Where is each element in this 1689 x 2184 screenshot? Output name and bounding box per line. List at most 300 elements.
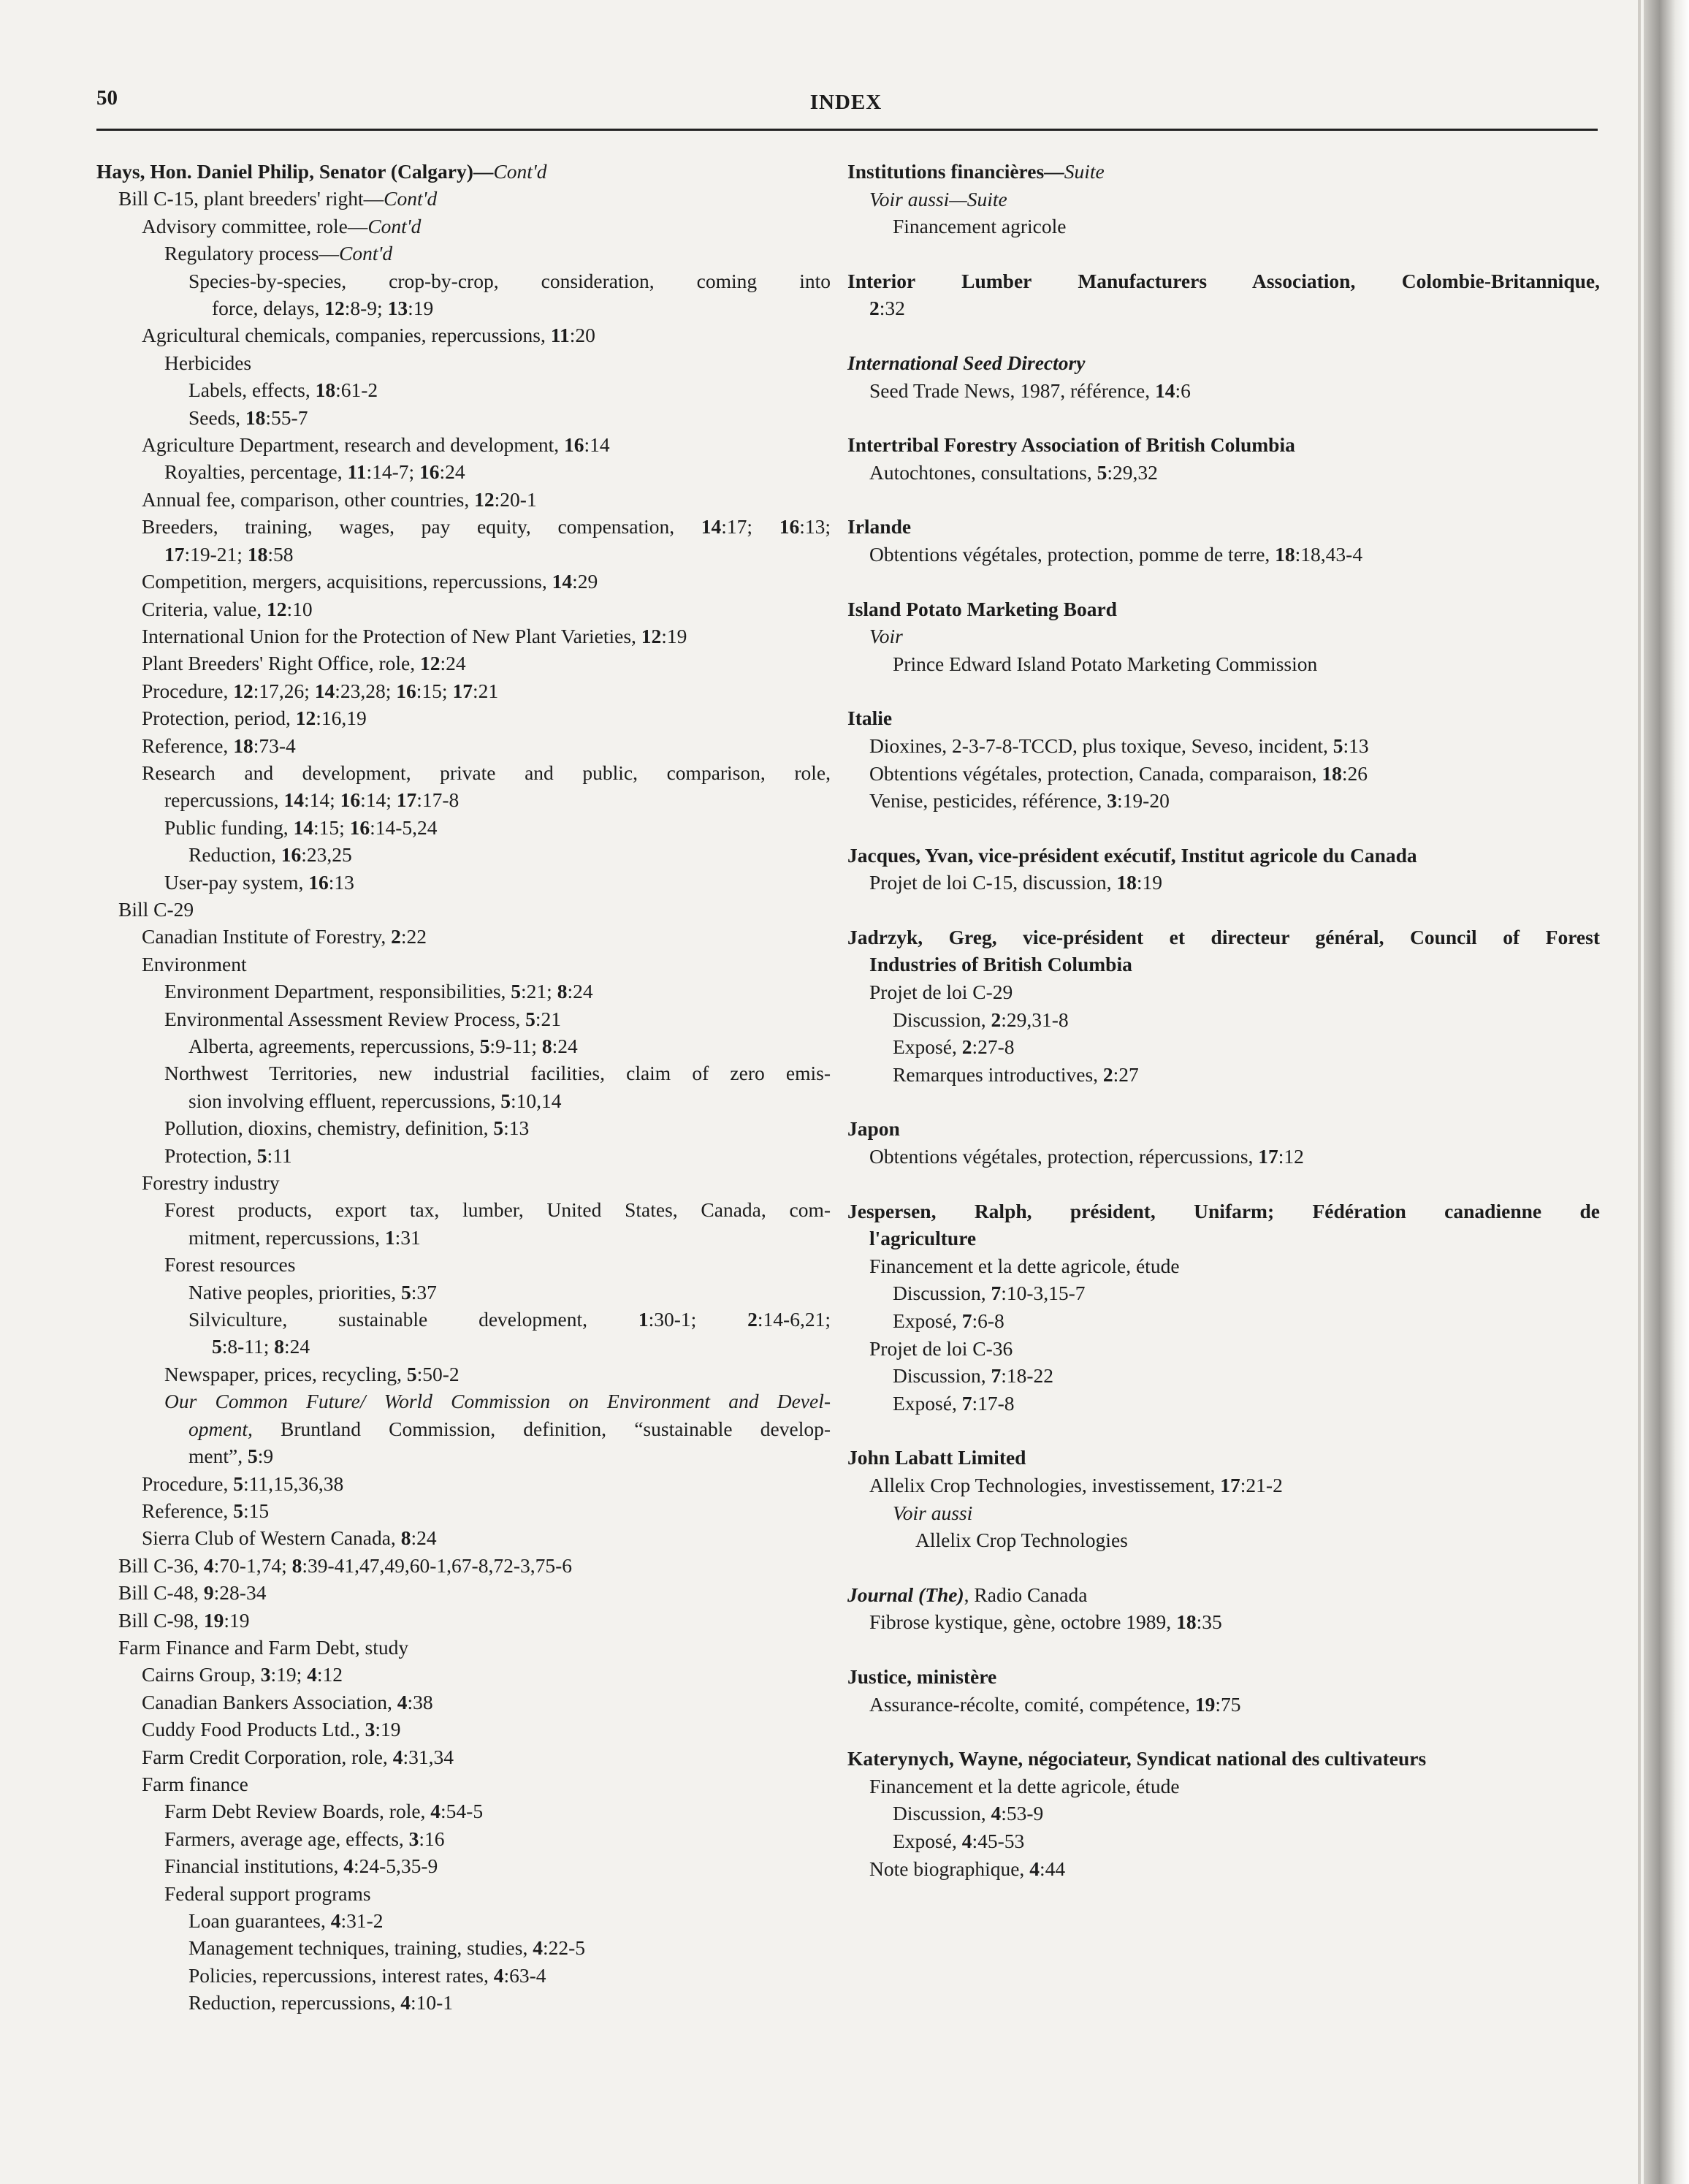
entry-text: :14 [584,433,610,457]
issue-number: 7 [991,1364,1002,1388]
italic-text: Journal (The) [847,1583,964,1606]
index-subentry [96,1415,831,1442]
entry-text: Exposé, [893,1829,962,1852]
entry-text: Exposé, [893,1035,962,1059]
entry-text: :19; [270,1663,308,1686]
entry-text: Seeds, [188,406,245,429]
index-heading [847,513,1600,541]
index-subentry [847,951,1600,978]
issue-number: 12 [474,487,495,511]
issue-number: 9 [203,1581,214,1605]
issue-number: 4 [203,1553,214,1577]
index-subentry [96,458,831,485]
issue-number: 19 [203,1608,224,1632]
entry-text: :6 [1175,378,1191,402]
entry-spacer [847,1554,1600,1581]
index-subentry [96,1005,831,1032]
entry-text: :55-7 [265,406,308,429]
entry-text: :61-2 [335,378,378,402]
index-subentry [96,404,831,431]
entry-text: Newspaper, prices, recycling, [164,1362,407,1385]
italic-text: International Seed Directory [847,351,1086,374]
entry-text: Herbicides [164,351,252,374]
index-subentry [847,1390,1600,1418]
issue-number: 14 [283,788,304,812]
entry-text: :45-53 [972,1829,1025,1852]
entry-text: :12 [1278,1145,1304,1168]
entry-spacer [847,1171,1600,1198]
issue-number: 4 [397,1690,408,1713]
issue-number: 18 [233,734,253,757]
index-subentry [96,185,831,212]
entry-text: :23,28; [335,679,397,702]
issue-number: Institutions financières— [847,160,1064,183]
issue-number: 4 [961,1829,972,1852]
index-subentry [96,1442,831,1469]
header-rule [96,129,1598,131]
entry-text: Bill C-98, [118,1608,204,1632]
entry-text: :13 [1343,734,1369,757]
issue-number: 4 [330,1909,341,1932]
italic-text: Voir aussi [893,1501,973,1524]
index-subentry [96,1962,831,1989]
index-subentry [96,486,831,513]
entry-text: force, delays, [212,297,325,320]
entry-text: :21 [472,679,499,702]
index-heading [847,158,1600,186]
entry-text: Farm finance [142,1772,248,1795]
entry-text: :8-11; [221,1335,275,1358]
index-subentry [96,1196,831,1223]
entry-text: :14; [360,788,397,812]
entry-text: Bill C-36, [118,1553,204,1577]
issue-number: 3 [408,1827,419,1850]
entry-text: sion involving effluent, repercussions, [188,1089,501,1112]
entry-text: :39-41,47,49,60-1,67-8,72-3,75-6 [302,1553,573,1577]
issue-number: 17 [452,679,473,702]
issue-number: 18 [1322,761,1342,785]
entry-text: :32 [879,297,905,320]
issue-number: 17 [164,542,185,566]
issue-number: 5 [406,1362,417,1385]
index-subentry [847,459,1600,487]
issue-number: 5 [1332,734,1343,757]
index-subentry [96,1388,831,1415]
entry-text: Plant Breeders' Right Office, role, [142,652,420,675]
index-subentry [96,896,831,923]
issue-number: 2 [391,925,401,948]
index-subentry [847,1800,1600,1827]
issue-number: Hays, Hon. Daniel Philip, Senator (Calgary)— [96,160,494,183]
entry-text: :38 [407,1690,433,1713]
index-heading [847,924,1600,951]
entry-text: Exposé, [893,1391,962,1415]
issue-number: 14 [701,515,722,539]
issue-number: 16 [349,815,370,839]
entry-text: Silviculture, sustainable development, [188,1308,638,1331]
index-heading [847,842,1600,870]
entry-text: :35 [1196,1610,1222,1634]
entry-spacer [847,568,1600,596]
issue-number: 5 [233,1499,243,1522]
index-subentry [96,1907,831,1934]
index-subentry [847,1362,1600,1390]
entry-text: :8-9; [344,297,388,320]
entry-text: Discussion, [893,1282,991,1305]
issue-number: 17 [1220,1473,1240,1496]
issue-number: Industries of British Columbia [869,953,1132,976]
index-heading [847,431,1600,459]
index-subentry [96,704,831,731]
index-subentry [96,759,831,786]
index-subentry [847,787,1600,815]
entry-text: :10-3,15-7 [1001,1282,1086,1305]
index-subentry [96,1470,831,1497]
issue-number: 7 [961,1309,972,1332]
entry-text: Bill C-29 [118,897,194,921]
entry-text: :20-1 [494,487,537,511]
entry-text: Loan guarantees, [188,1909,331,1932]
issue-number: Interior Lumber Manufacturers Association, Colombie-Britannique, [847,269,1600,292]
issue-number: Katerynych, Wayne, négociateur, Syndicat national des cultivateurs [847,1747,1427,1770]
issue-number: 14 [1155,378,1175,402]
issue-number: 4 [430,1800,441,1823]
entry-text: Discussion, [893,1802,991,1825]
issue-number: Japon [847,1117,900,1141]
issue-number: 4 [1029,1857,1040,1880]
issue-number: Intertribal Forestry Association of British Columbia [847,433,1295,457]
entry-spacer [847,815,1600,842]
entry-spacer [847,1636,1600,1663]
entry-text: :44 [1039,1857,1066,1880]
issue-number: 14 [314,679,335,702]
entry-text: :29 [572,570,598,593]
index-subentry [96,1497,831,1524]
entry-text: :21; [521,980,557,1003]
entry-text: mitment, repercussions, [188,1225,385,1249]
index-subentry [96,1224,831,1251]
entry-text: Prince Edward Island Potato Marketing Commission [893,652,1318,675]
entry-text: :19 [375,1718,401,1741]
entry-text: :11 [267,1144,292,1167]
entry-text: :17-8 [416,788,460,812]
index-subentry [847,1033,1600,1061]
entry-text: Advisory committee, role— [142,214,368,237]
entry-text: :19 [224,1608,250,1632]
entry-text: Management techniques, training, studies, [188,1936,533,1960]
index-subentry [96,1689,831,1716]
entry-text: :54-5 [441,1800,484,1823]
entry-text: Bill C-48, [118,1581,204,1605]
index-subentry [847,377,1600,405]
italic-text: Cont'd [493,160,547,183]
index-subentry [96,321,831,349]
entry-text: :24 [440,652,466,675]
entry-text: :21 [535,1007,562,1030]
entry-text: :13 [503,1116,530,1140]
issue-number: 16 [396,679,416,702]
entry-text: Environment [142,952,247,975]
entry-text: Public funding, [164,815,294,839]
entry-text: Obtentions végétales, protection, pomme de terre, [869,542,1276,566]
entry-text: Note biographique, [869,1857,1030,1880]
entry-text: , Radio Canada [964,1583,1088,1606]
entry-text: Canadian Bankers Association, [142,1690,397,1713]
entry-text: :20 [569,324,595,347]
entry-text: User-pay system, [164,870,309,894]
issue-number: 5 [511,980,522,1003]
entry-text: Bill C-15, plant breeders' right— [118,187,384,210]
index-subentry [847,1691,1600,1719]
entry-text: Federal support programs [164,1881,371,1905]
entry-text: :6-8 [972,1309,1004,1332]
index-heading [847,1444,1600,1472]
index-subentry [96,1770,831,1797]
issue-number: 2 [961,1035,972,1059]
index-column-right [847,158,1600,1882]
entry-text: Seed Trade News, 1987, référence, [869,378,1155,402]
entry-text: Remarques introductives, [893,1062,1103,1086]
entry-text: Regulatory process— [164,242,340,265]
index-heading [847,704,1600,732]
issue-number: 16 [779,515,800,539]
entry-text: Alberta, agreements, repercussions, [188,1035,480,1057]
entry-text: Farm Credit Corporation, role, [142,1745,393,1768]
issue-number: 5 [212,1335,222,1358]
index-subentry [847,294,1600,322]
issue-number: 16 [281,843,302,867]
italic-text: Voir [869,625,903,648]
entry-text: :14-7; [366,460,420,484]
page-number: 50 [96,86,118,110]
entry-text: :22 [400,925,427,948]
issue-number: Italie [847,707,893,730]
entry-text: Exposé, [893,1309,962,1332]
entry-spacer [847,404,1600,431]
entry-text: :27 [1113,1062,1139,1086]
index-subentry [96,978,831,1005]
entry-text: :15; [416,679,453,702]
issue-number: 7 [961,1391,972,1415]
issue-number: 5 [247,1445,258,1468]
issue-number: 5 [493,1116,504,1140]
issue-number: 12 [324,297,345,320]
entry-text: :10-1 [410,1991,454,2014]
index-subentry [847,1855,1600,1883]
entry-text: :15; [313,815,350,839]
entry-text: :26 [1341,761,1368,785]
index-heading [847,1581,1600,1609]
page-edge [1644,0,1689,2184]
entry-text: Allelix Crop Technologies [915,1529,1128,1552]
issue-number: 12 [267,597,287,620]
issue-number: 8 [274,1335,285,1358]
entry-text: Canadian Institute of Forestry, [142,925,392,948]
entry-text: repercussions, [164,788,284,812]
index-heading [847,1115,1600,1143]
index-subentry [96,1059,831,1087]
issue-number: 8 [400,1526,411,1550]
entry-text: :31,34 [403,1745,454,1768]
issue-number: Irlande [847,515,912,539]
entry-text: :19 [408,297,434,320]
entry-text: Allelix Crop Technologies, investissement, [869,1473,1221,1496]
index-subentry [96,349,831,376]
index-subentry [847,1252,1600,1280]
issue-number: 8 [557,980,568,1003]
index-subentry [96,1825,831,1852]
entry-text: International Union for the Protection of New Plant Varieties, [142,624,641,647]
index-subentry [96,213,831,240]
entry-text: :24 [411,1526,437,1550]
entry-text: :53-9 [1001,1802,1044,1825]
index-subentry [96,376,831,403]
index-subentry [96,1607,831,1634]
entry-text: Agricultural chemicals, companies, repercussions, [142,324,551,347]
index-subentry [96,1032,831,1059]
entry-text: :17-8 [972,1391,1015,1415]
entry-text: Obtentions végétales, protection, répercussions, [869,1145,1259,1168]
entry-text: :18,43-4 [1295,542,1363,566]
entry-text: Reduction, repercussions, [188,1991,401,2014]
entry-text: :19 [661,624,687,647]
issue-number: 11 [347,460,367,484]
index-subentry [96,1579,831,1606]
index-subentry [96,1333,831,1360]
entry-text: Procedure, [142,679,234,702]
issue-number: 7 [991,1282,1002,1305]
index-subentry [96,923,831,950]
index-subentry [96,1797,831,1825]
entry-text: Venise, pesticides, référence, [869,789,1107,813]
index-subentry [847,1526,1600,1554]
issue-number: 8 [541,1035,552,1057]
issue-number: 5 [256,1144,267,1167]
entry-text: :11,15,36,38 [243,1472,344,1495]
entry-spacer [847,677,1600,704]
entry-text: :73-4 [253,734,296,757]
entry-text: :24-5,35-9 [353,1854,438,1878]
index-subentry [96,732,831,759]
entry-text: :31 [394,1225,421,1249]
index-subentry [847,1827,1600,1855]
index-subentry [96,1087,831,1114]
index-subentry [96,1716,831,1743]
index-subentry [847,1225,1600,1252]
running-title: INDEX [809,91,882,114]
issue-number: 2 [747,1308,758,1331]
issue-number: John Labatt Limited [847,1446,1026,1469]
index-heading [847,1198,1600,1225]
entry-text: Cairns Group, [142,1663,261,1686]
entry-text: :21-2 [1240,1473,1283,1496]
entry-text: Criteria, value, [142,597,267,620]
issue-number: 18 [1176,1610,1197,1634]
index-subentry [847,1307,1600,1335]
entry-text: Forest products, export tax, lumber, United States, Canada, com- [164,1198,831,1222]
entry-text: :50-2 [416,1362,460,1385]
issue-number: 1 [384,1225,395,1249]
issue-number: 5 [233,1472,243,1495]
entry-text: Research and development, private and public, comparison, role, [142,761,831,784]
issue-number: Justice, ministère [847,1664,997,1688]
entry-text: Reference, [142,734,234,757]
issue-number: 5 [479,1035,490,1057]
index-heading [847,267,1600,295]
index-subentry [96,786,831,813]
entry-text: :27-8 [972,1035,1015,1059]
issue-number: 16 [419,460,440,484]
entry-text: :37 [411,1280,437,1304]
entry-text: :16 [419,1827,445,1850]
entry-text: :23,25 [301,843,352,867]
entry-text: Farmers, average age, effects, [164,1827,409,1850]
entry-text: ment”, [188,1445,248,1468]
entry-text: :24 [284,1335,310,1358]
index-heading [847,1745,1600,1773]
italic-text: Suite [1064,160,1105,183]
entry-text: Native peoples, priorities, [188,1280,401,1304]
entry-text: :19-20 [1117,789,1170,813]
entry-text: :24 [567,980,593,1003]
index-heading [847,1663,1600,1691]
index-subentry [847,1773,1600,1800]
entry-text: :16,19 [316,707,367,730]
entry-text: :70-1,74; [213,1553,292,1577]
entry-text: :10,14 [510,1089,562,1112]
issue-number: 18 [247,542,268,566]
index-subentry [96,294,831,321]
index-subentry [96,650,831,677]
entry-text: :30-1; [648,1308,748,1331]
entry-text: Autochtones, consultations, [869,460,1097,484]
entry-text: :9-11; [489,1035,542,1057]
entry-text: :28-34 [213,1581,267,1605]
issue-number: 13 [387,297,408,320]
index-subentry [96,1552,831,1579]
entry-text: Species-by-species, crop-by-crop, consideration, coming into [188,269,831,292]
entry-text: Reference, [142,1499,234,1522]
entry-text: :10 [286,597,313,620]
entry-text: Bruntland Commission, definition, “sustainable develop- [252,1417,831,1440]
index-subentry [96,623,831,650]
entry-text: Financement agricole [893,215,1067,238]
index-subentry [96,1361,831,1388]
index-subentry [96,1634,831,1661]
entry-text: :63-4 [503,1963,546,1987]
entry-text: Financial institutions, [164,1854,344,1878]
entry-text: Discussion, [893,1008,991,1031]
entry-text: Forest resources [164,1253,296,1276]
entry-text: Forestry industry [142,1171,280,1195]
entry-text: :22-5 [542,1936,586,1960]
index-heading [847,596,1600,623]
entry-text: :13; [799,515,831,539]
entry-spacer [847,1718,1600,1745]
issue-number: 1 [638,1308,649,1331]
issue-number: 4 [991,1802,1002,1825]
issue-number: 4 [343,1854,354,1878]
entry-text: :31-2 [340,1909,384,1932]
index-subentry [96,541,831,568]
entry-text: Projet de loi C-36 [869,1336,1013,1360]
issue-number: 18 [1275,542,1295,566]
entry-text: Farm Finance and Farm Debt, study [118,1635,409,1659]
issue-number: 17 [396,788,417,812]
index-subentry [96,1743,831,1770]
index-subentry [847,186,1600,213]
entry-text: Annual fee, comparison, other countries, [142,487,475,511]
